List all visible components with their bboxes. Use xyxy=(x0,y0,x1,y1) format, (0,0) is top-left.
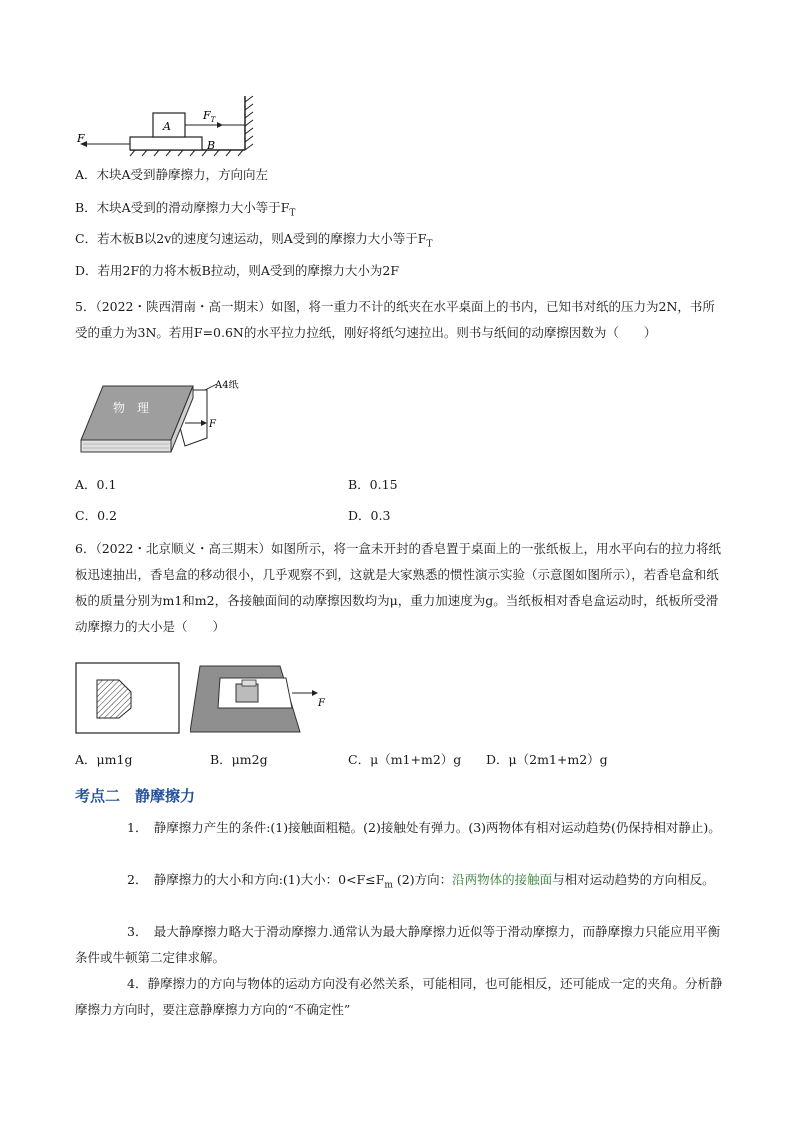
q6-option-a: A．μm1g xyxy=(75,752,133,767)
label-b: B xyxy=(207,139,216,152)
section-point-1: 1． 静摩擦力产生的条件:(1)接触面粗糙。(2)接触处有弹力。(3)两物体有相对运动趋势(仍保持相对静止)。 xyxy=(127,820,721,835)
q4-option-c: C．若木板B以2v的速度匀速运动，则A受到的摩擦力大小等于$F_T$ xyxy=(75,231,433,250)
label-a: A xyxy=(163,120,171,133)
q5-figure xyxy=(75,380,255,465)
section-point-4: 4．静摩擦力的方向与物体的运动方向没有必然关系，可能相同，也可能相反，还可能成一定的夹角。分析静摩擦力方向时，要注意静摩擦力方向的“不确定性” xyxy=(75,976,723,1017)
q6-stem: 6．（2022・北京顺义・高三期末）如图所示，将一盒未开封的香皂置于桌面上的一张纸板上，用水平向右的拉力将纸板迅速抽出，香皂盒的移动很小，几乎观察不到，这就是大家熟悉的惯性演示实验（示意图如图所示），若香皂盒和纸板的质量分别为m1和m2，各接触面间的动摩擦因数均为μ，重力加速度为g。当纸板相对香皂盒运动时，纸板所受滑动摩擦力的大小是（ ） xyxy=(75,541,722,634)
q6-option-c: C．μ（m1+m2）g xyxy=(348,752,462,767)
soap-box xyxy=(236,684,258,702)
q4-option-d: D．若用2F的力将木板B拉动，则A受到的摩擦力大小为2F xyxy=(75,263,399,278)
q6-figure-perspective xyxy=(190,662,330,737)
paper-label: A4纸 xyxy=(215,380,239,391)
q4-option-b: B．木块A受到的滑动摩擦力大小等于$F_T$ xyxy=(75,200,296,219)
board-b xyxy=(130,137,202,150)
label-f: F xyxy=(77,132,85,145)
q5-option-d: D．0.3 xyxy=(348,508,391,523)
section-point-2: 2． 静摩擦力的大小和方向:(1)大小：$0<F\le F_m$ (2)方向：沿两物体的接触面与相对运动趋势的方向相反。 xyxy=(127,872,715,891)
force-label-q6: F xyxy=(318,698,325,709)
q5-option-c: C．0.2 xyxy=(75,508,117,523)
q4-option-a: A．木块A受到静摩擦力，方向向左 xyxy=(75,167,269,182)
q6-option-b: B．μm2g xyxy=(210,752,268,767)
q6-figure-top-view xyxy=(75,662,185,737)
section-heading: 考点二 静摩擦力 xyxy=(75,787,196,805)
book-title: 物 理 xyxy=(113,401,150,415)
q6-option-d: D．μ（2m1+m2）g xyxy=(486,752,608,767)
q4-figure xyxy=(75,92,260,157)
q5-option-b: B．0.15 xyxy=(348,477,398,492)
label-ft: $F_T$ xyxy=(203,109,216,124)
q5-option-a: A．0.1 xyxy=(75,477,117,492)
q5-stem: 5．（2022・陕西渭南・高一期末）如图，将一重力不计的纸夹在水平桌面上的书内，已知书对纸的压力为2N，书所受的重力为3N。若用F=0.6N的水平拉力拉纸，刚好将纸匀速拉出。则书与纸间的动摩擦因数为（ ） xyxy=(75,299,715,340)
section-point-3: 3． 最大静摩擦力略大于滑动摩擦力.通常认为最大静摩擦力近似等于滑动摩擦力，而静摩擦力只能应用平衡条件或牛顿第二定律求解。 xyxy=(75,924,721,965)
force-label: F xyxy=(209,419,216,430)
highlight-contact-surface: 沿两物体的接触面 xyxy=(452,872,553,887)
